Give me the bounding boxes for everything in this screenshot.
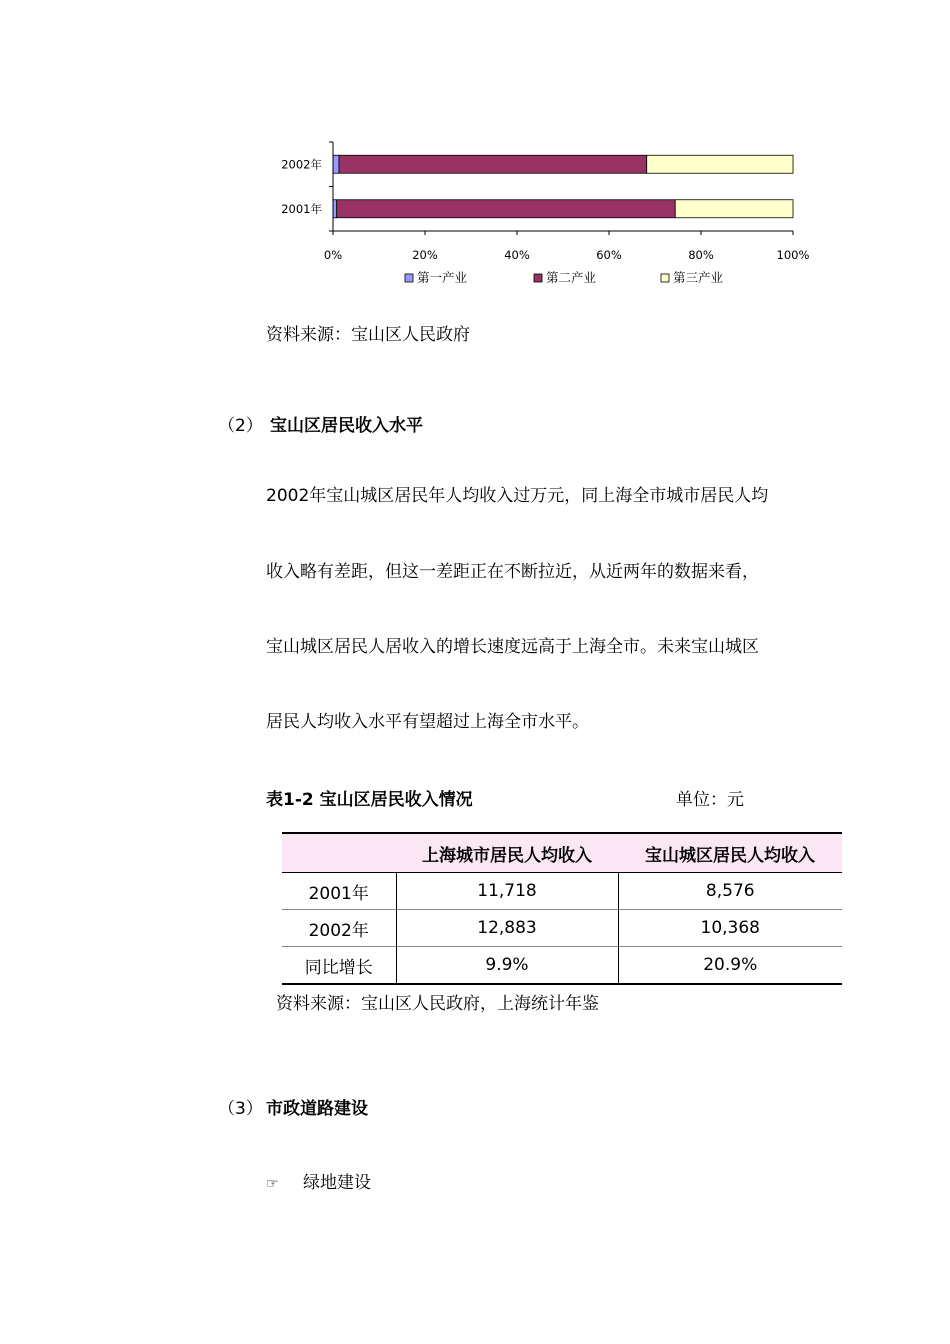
legend-swatch [534, 274, 542, 282]
table-cell: 12,883 [396, 910, 618, 947]
bar-segment [333, 200, 337, 218]
table-cell: 11,718 [396, 873, 618, 910]
section-2-title: 宝山区居民收入水平 [270, 416, 423, 436]
table-unit: 单位：元 [676, 790, 744, 810]
table-row [282, 910, 842, 947]
legend-swatch [405, 274, 413, 282]
category-label: 2002年 [281, 157, 322, 172]
bar-segment [647, 155, 793, 173]
table-header-cell: 宝山城区居民人均收入 [618, 833, 842, 873]
bullet-item [266, 1168, 371, 1193]
section-3-number: （3） [218, 1099, 263, 1119]
bar-segment [339, 155, 647, 173]
legend-swatch [661, 274, 669, 282]
paragraph-line: 2002年宝山城区居民年人均收入过万元，同上海全市城市居民人均 [266, 486, 769, 506]
pointing-hand-icon: ☞ [266, 1176, 279, 1192]
section-2-heading [218, 411, 423, 436]
table-cell: 10,368 [618, 910, 842, 947]
table-title: 表1-2 宝山区居民收入情况 [266, 790, 473, 810]
income-table [282, 832, 842, 985]
table-cell: 20.9% [618, 947, 842, 985]
table-header-cell: 上海城市居民人均收入 [396, 833, 618, 873]
bar-segment [333, 155, 339, 173]
section-3-heading [218, 1094, 368, 1119]
table-row [282, 947, 842, 985]
table-header-cell [282, 833, 396, 873]
table-cell: 8,576 [705, 881, 755, 901]
table-cell: 2001年 [282, 873, 396, 910]
table-row [282, 873, 842, 910]
x-tick-label: 0% [323, 248, 343, 262]
table-cell: 2002年 [282, 910, 396, 947]
bar-segment [675, 200, 793, 218]
bullet-text: 绿地建设 [303, 1173, 371, 1193]
legend-label: 第三产业 [673, 270, 724, 285]
x-tick-label: 80% [688, 248, 714, 262]
section-2-number: （2） [218, 416, 263, 436]
legend-label: 第二产业 [546, 270, 597, 285]
section-3-title: 市政道路建设 [266, 1099, 368, 1119]
x-tick-label: 20% [412, 248, 438, 262]
x-tick-label: 100% [776, 248, 810, 262]
chart-source: 资料来源：宝山区人民政府 [266, 325, 470, 345]
x-tick-label: 60% [596, 248, 622, 262]
table-cell: 9.9% [396, 947, 618, 985]
category-label: 2001年 [281, 201, 322, 216]
table-source: 资料来源：宝山区人民政府，上海统计年鉴 [276, 994, 599, 1014]
table-header-row [282, 833, 842, 873]
table-cell: 同比增长 [282, 947, 396, 985]
bar-segment [337, 200, 676, 218]
paragraph-line: 收入略有差距，但这一差距正在不断拉近，从近两年的数据来看， [266, 562, 759, 582]
industry-structure-chart [260, 130, 830, 300]
legend-label: 第一产业 [417, 270, 468, 285]
paragraph-line: 居民人均收入水平有望超过上海全市水平。 [266, 712, 589, 732]
paragraph-line: 宝山城区居民人居收入的增长速度远高于上海全市。未来宝山城区 [266, 637, 759, 657]
x-tick-label: 40% [504, 248, 530, 262]
